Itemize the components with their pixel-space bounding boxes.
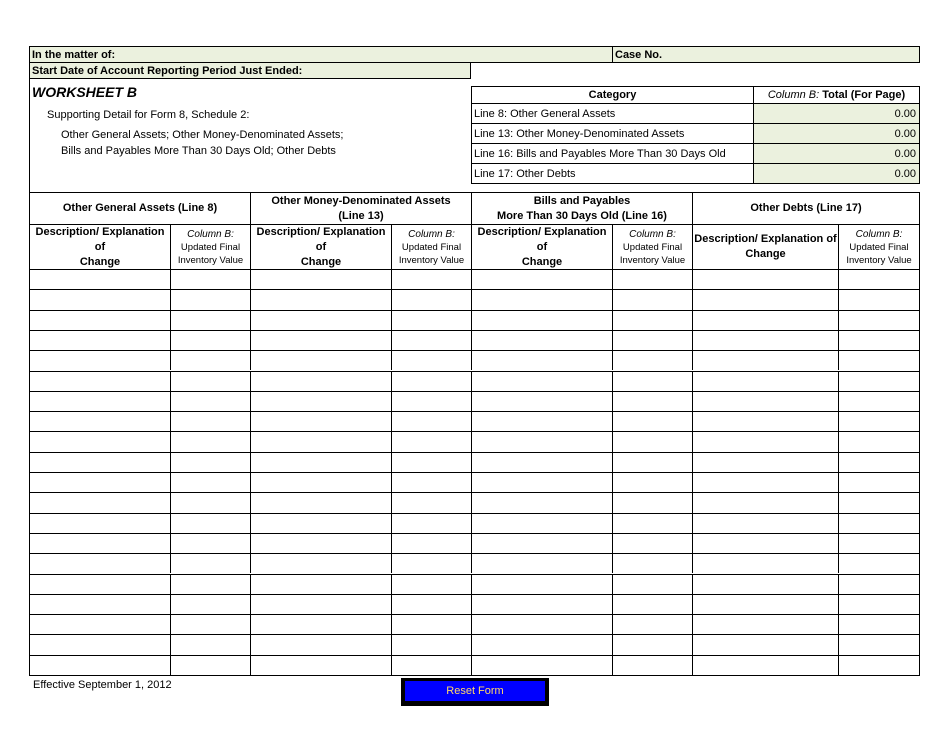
description-cell[interactable] [251, 453, 392, 472]
value-cell[interactable] [171, 615, 251, 634]
table-row [30, 574, 919, 594]
value-cell[interactable] [613, 656, 693, 675]
description-cell[interactable] [251, 331, 392, 350]
table-row [30, 411, 919, 431]
group-header-label: (Line 13) [338, 209, 384, 222]
description-cell[interactable] [251, 635, 392, 654]
value-cell[interactable] [392, 575, 472, 594]
description-cell[interactable] [472, 595, 613, 614]
description-cell[interactable] [693, 514, 839, 533]
value-cell[interactable] [613, 432, 693, 451]
column-header-label: Change [521, 255, 563, 268]
value-cell[interactable] [392, 493, 472, 512]
value-cell[interactable] [392, 656, 472, 675]
column-header-label: Description/ Explanation of [256, 225, 386, 253]
total-header [753, 86, 920, 104]
start-date-field[interactable] [285, 63, 469, 78]
column-header-label: Updated Final [180, 241, 241, 253]
value-cell[interactable] [613, 412, 693, 431]
description-cell[interactable] [693, 473, 839, 492]
value-cell[interactable] [171, 290, 251, 309]
description-cell[interactable] [30, 331, 171, 350]
column-header-value [171, 225, 251, 269]
description-cell[interactable] [693, 311, 839, 330]
description-cell[interactable] [30, 412, 171, 431]
value-cell[interactable] [613, 534, 693, 553]
summary-row-label: Line 13: Other Money-Denominated Assets [471, 123, 754, 144]
value-cell[interactable] [839, 412, 919, 431]
column-header-label: Inventory Value [398, 254, 465, 266]
description-cell[interactable] [472, 514, 613, 533]
supporting-detail: Supporting Detail for Form 8, Schedule 2: [47, 109, 250, 121]
description-cell[interactable] [30, 554, 171, 573]
column-header-label: Updated Final [401, 241, 462, 253]
value-cell[interactable] [613, 615, 693, 634]
description-cell[interactable] [693, 453, 839, 472]
value-cell[interactable] [839, 514, 919, 533]
description-cell[interactable] [30, 534, 171, 553]
description-cell[interactable] [251, 270, 392, 289]
value-cell[interactable] [613, 311, 693, 330]
value-cell[interactable] [392, 432, 472, 451]
description-cell[interactable] [251, 534, 392, 553]
description-cell[interactable] [693, 372, 839, 391]
group-header-label: More Than 30 Days Old (Line 16) [497, 209, 667, 222]
description-line-1: Other General Assets; Other Money-Denominated Assets; [61, 129, 344, 141]
value-cell[interactable] [839, 372, 919, 391]
description-cell[interactable] [693, 392, 839, 411]
value-cell[interactable] [171, 311, 251, 330]
description-cell[interactable] [30, 270, 171, 289]
column-header-label: Description/ Explanation of [477, 225, 607, 253]
value-cell[interactable] [171, 514, 251, 533]
summary-row-label: Line 8: Other General Assets [471, 103, 754, 124]
column-header-label: Updated Final [622, 241, 683, 253]
table-row [30, 472, 919, 492]
description-cell[interactable] [472, 493, 613, 512]
case-label: Case No. [615, 49, 663, 61]
value-cell[interactable] [392, 372, 472, 391]
table-row [30, 269, 919, 289]
value-cell[interactable] [171, 270, 251, 289]
description-cell[interactable] [251, 615, 392, 634]
value-cell[interactable] [613, 331, 693, 350]
value-cell[interactable] [392, 453, 472, 472]
description-cell[interactable] [472, 575, 613, 594]
column-header-label: Inventory Value [619, 254, 686, 266]
description-cell[interactable] [30, 595, 171, 614]
value-cell[interactable] [392, 392, 472, 411]
table-row [30, 513, 919, 533]
table-row [30, 391, 919, 411]
start-date-label: Start Date of Account Reporting Period Just Ended: [32, 65, 303, 77]
value-cell[interactable] [392, 270, 472, 289]
description-cell[interactable] [251, 351, 392, 370]
value-cell[interactable] [392, 331, 472, 350]
description-cell[interactable] [251, 311, 392, 330]
summary-row-value: 0.00 [753, 123, 920, 144]
description-cell[interactable] [472, 372, 613, 391]
value-cell[interactable] [839, 635, 919, 654]
column-header-label: Column B: [408, 228, 455, 240]
table-row [30, 350, 919, 370]
group-header-label: Bills and Payables [533, 194, 631, 207]
table-row [30, 310, 919, 330]
table-row [30, 634, 919, 654]
value-cell[interactable] [839, 351, 919, 370]
value-cell[interactable] [392, 514, 472, 533]
summary-row-value: 0.00 [753, 163, 920, 184]
group-header-bills-payables [472, 193, 693, 224]
description-cell[interactable] [30, 615, 171, 634]
value-cell[interactable] [839, 392, 919, 411]
description-cell[interactable] [472, 311, 613, 330]
value-cell[interactable] [613, 635, 693, 654]
value-cell[interactable] [839, 575, 919, 594]
value-cell[interactable] [171, 331, 251, 350]
value-cell[interactable] [392, 554, 472, 573]
value-cell[interactable] [171, 412, 251, 431]
case-number-field[interactable] [664, 47, 918, 62]
description-cell[interactable] [472, 615, 613, 634]
column-header-label: Description/ Explanation of [35, 225, 165, 253]
description-cell[interactable] [472, 351, 613, 370]
table-row [30, 594, 919, 614]
effective-date: Effective September 1, 2012 [33, 679, 172, 691]
table-row [30, 431, 919, 451]
value-cell[interactable] [392, 635, 472, 654]
value-cell[interactable] [613, 493, 693, 512]
table-row [30, 655, 919, 675]
summary-row-value: 0.00 [753, 103, 920, 124]
description-cell[interactable] [472, 290, 613, 309]
description-cell[interactable] [30, 473, 171, 492]
description-cell[interactable] [693, 635, 839, 654]
value-cell[interactable] [392, 615, 472, 634]
description-cell[interactable] [693, 331, 839, 350]
description-cell[interactable] [251, 392, 392, 411]
column-header-label: Column B: [187, 228, 234, 240]
description-cell[interactable] [30, 432, 171, 451]
description-cell[interactable] [30, 311, 171, 330]
value-cell[interactable] [613, 473, 693, 492]
description-cell[interactable] [693, 595, 839, 614]
value-cell[interactable] [171, 554, 251, 573]
group-header-money-assets [251, 193, 472, 224]
value-cell[interactable] [613, 392, 693, 411]
value-cell[interactable] [171, 372, 251, 391]
column-header-description [472, 225, 613, 269]
description-cell[interactable] [693, 290, 839, 309]
value-cell[interactable] [392, 412, 472, 431]
table-row [30, 289, 919, 309]
column-header-value [839, 225, 919, 269]
description-cell[interactable] [472, 331, 613, 350]
value-cell[interactable] [171, 473, 251, 492]
value-cell[interactable] [613, 453, 693, 472]
table-row [30, 533, 919, 553]
description-cell[interactable] [251, 412, 392, 431]
description-cell[interactable] [30, 290, 171, 309]
description-cell[interactable] [472, 453, 613, 472]
group-header-general-assets [30, 193, 251, 224]
description-cell[interactable] [693, 534, 839, 553]
column-header-label: Change [79, 255, 121, 268]
description-cell[interactable] [693, 554, 839, 573]
value-cell[interactable] [839, 432, 919, 451]
column-header-label: Inventory Value [846, 254, 912, 266]
description-cell[interactable] [693, 575, 839, 594]
description-cell[interactable] [693, 432, 839, 451]
value-cell[interactable] [839, 534, 919, 553]
column-header-label: Column B: [629, 228, 676, 240]
table-row [30, 492, 919, 512]
value-cell[interactable] [613, 575, 693, 594]
value-cell[interactable] [839, 615, 919, 634]
column-header-label: Change [745, 248, 786, 260]
value-cell[interactable] [613, 554, 693, 573]
column-header-label: Column B: [855, 228, 903, 240]
total-header-bold: Total (For Page) [822, 89, 906, 101]
group-header-other-debts [693, 193, 919, 224]
value-cell[interactable] [839, 311, 919, 330]
description-cell[interactable] [251, 493, 392, 512]
description-cell[interactable] [693, 615, 839, 634]
table-row [30, 614, 919, 634]
matter-field[interactable] [114, 47, 609, 62]
worksheet-title: WORKSHEET B [32, 84, 137, 100]
value-cell[interactable] [171, 656, 251, 675]
category-header: Category [471, 86, 754, 104]
description-cell[interactable] [693, 270, 839, 289]
description-cell[interactable] [30, 372, 171, 391]
value-cell[interactable] [171, 575, 251, 594]
column-header-label: Change [300, 255, 342, 268]
group-header-label: Other Money-Denominated Assets [271, 194, 451, 207]
column-header-description [30, 225, 171, 269]
description-cell[interactable] [251, 575, 392, 594]
value-cell[interactable] [839, 595, 919, 614]
value-cell[interactable] [171, 595, 251, 614]
column-header-label: Inventory Value [177, 254, 244, 266]
description-cell[interactable] [30, 635, 171, 654]
description-cell[interactable] [693, 412, 839, 431]
summary-table [471, 86, 920, 184]
value-cell[interactable] [392, 351, 472, 370]
description-cell[interactable] [251, 372, 392, 391]
value-cell[interactable] [171, 432, 251, 451]
column-header-description [251, 225, 392, 269]
description-cell[interactable] [251, 656, 392, 675]
description-cell[interactable] [30, 656, 171, 675]
value-cell[interactable] [839, 453, 919, 472]
column-header-label: Description/ Explanation of [694, 233, 837, 245]
value-cell[interactable] [171, 392, 251, 411]
value-cell[interactable] [171, 453, 251, 472]
value-cell[interactable] [839, 290, 919, 309]
value-cell[interactable] [171, 635, 251, 654]
description-cell[interactable] [693, 493, 839, 512]
description-cell[interactable] [472, 534, 613, 553]
value-cell[interactable] [392, 311, 472, 330]
description-cell[interactable] [472, 656, 613, 675]
description-cell[interactable] [693, 656, 839, 675]
description-line-2: Bills and Payables More Than 30 Days Old; Other Debts [61, 145, 336, 157]
detail-table [29, 192, 920, 676]
value-cell[interactable] [839, 656, 919, 675]
description-cell[interactable] [30, 351, 171, 370]
value-cell[interactable] [839, 493, 919, 512]
table-row [30, 553, 919, 573]
description-cell[interactable] [30, 575, 171, 594]
table-row [30, 330, 919, 350]
description-cell[interactable] [251, 290, 392, 309]
table-row [30, 371, 919, 391]
column-header-label: Updated Final [849, 241, 909, 253]
column-header-description [693, 225, 839, 269]
description-cell[interactable] [251, 514, 392, 533]
value-cell[interactable] [613, 514, 693, 533]
description-cell[interactable] [472, 412, 613, 431]
description-cell[interactable] [251, 554, 392, 573]
summary-row-label: Line 17: Other Debts [471, 163, 754, 184]
description-cell[interactable] [30, 514, 171, 533]
description-cell[interactable] [472, 432, 613, 451]
column-header-value [392, 225, 472, 269]
description-cell[interactable] [30, 453, 171, 472]
value-cell[interactable] [171, 351, 251, 370]
value-cell[interactable] [392, 595, 472, 614]
description-cell[interactable] [251, 595, 392, 614]
value-cell[interactable] [839, 554, 919, 573]
total-header-italic: Column B: [767, 89, 820, 101]
group-header-label: Other General Assets (Line 8) [62, 202, 218, 214]
value-cell[interactable] [613, 595, 693, 614]
value-cell[interactable] [613, 290, 693, 309]
column-header-value [613, 225, 693, 269]
description-cell[interactable] [472, 635, 613, 654]
value-cell[interactable] [392, 290, 472, 309]
value-cell[interactable] [839, 270, 919, 289]
value-cell[interactable] [839, 473, 919, 492]
description-cell[interactable] [30, 392, 171, 411]
description-cell[interactable] [251, 432, 392, 451]
reset-form-button[interactable]: Reset Form [405, 681, 545, 701]
table-row [30, 452, 919, 472]
value-cell[interactable] [613, 351, 693, 370]
value-cell[interactable] [392, 473, 472, 492]
value-cell[interactable] [171, 534, 251, 553]
description-cell[interactable] [472, 270, 613, 289]
description-cell[interactable] [251, 473, 392, 492]
detail-rows [30, 269, 919, 675]
summary-row-value: 0.00 [753, 143, 920, 164]
description-cell[interactable] [693, 351, 839, 370]
value-cell[interactable] [613, 270, 693, 289]
group-header-label: Other Debts (Line 17) [750, 202, 862, 214]
summary-row-label: Line 16: Bills and Payables More Than 30 Days Old [471, 143, 754, 164]
value-cell[interactable] [171, 493, 251, 512]
value-cell[interactable] [839, 331, 919, 350]
value-cell[interactable] [613, 372, 693, 391]
value-cell[interactable] [392, 534, 472, 553]
divider [29, 79, 30, 193]
description-cell[interactable] [472, 473, 613, 492]
matter-label: In the matter of: [32, 49, 116, 61]
description-cell[interactable] [30, 493, 171, 512]
description-cell[interactable] [472, 554, 613, 573]
description-cell[interactable] [472, 392, 613, 411]
